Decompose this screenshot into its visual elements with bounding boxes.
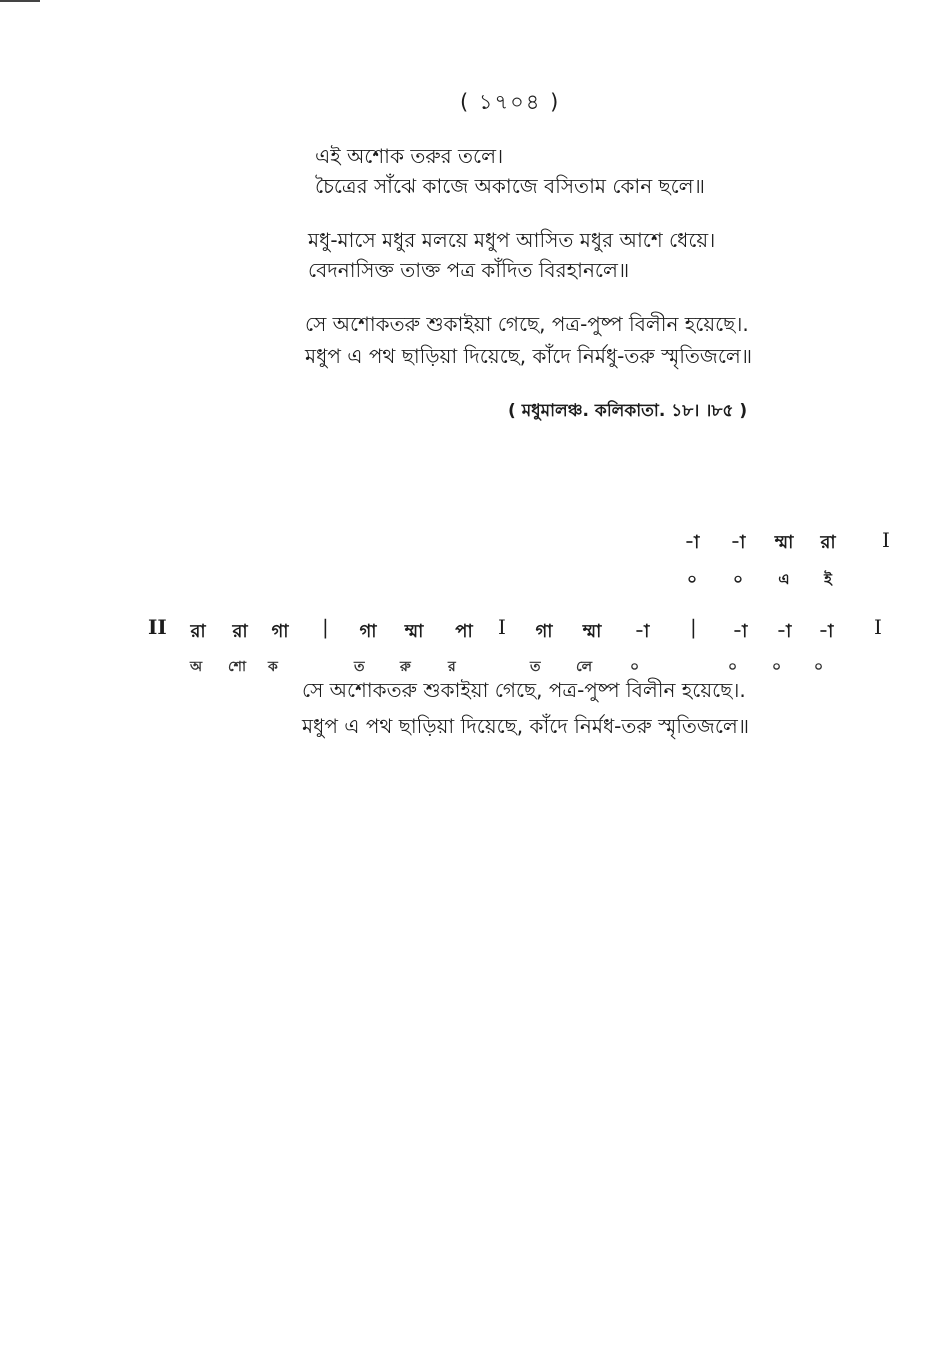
syllable-fragment: লে bbox=[576, 659, 593, 675]
syllable-fragment: র bbox=[448, 659, 456, 675]
note: গা bbox=[271, 621, 289, 642]
cut-line-wrapper bbox=[0, 712, 931, 738]
note: ম্মা bbox=[774, 532, 794, 553]
scan-edge-line bbox=[0, 0, 40, 2]
poem-line: মধু-মাসে মধুর মলয়ে মধুপ আসিত মধুর আশে ধেয়ে। bbox=[308, 228, 716, 252]
syllable-fragment: ত bbox=[354, 659, 365, 675]
poem-line: সে অশোকতরু শুকাইয়া গেছে, পত্র-পুষ্প বিলীন হয়েছে।. bbox=[302, 678, 746, 702]
syllable-fragment: ০ bbox=[814, 659, 824, 675]
syllable-fragment: ০ bbox=[630, 659, 640, 675]
syllable: ০ bbox=[733, 570, 743, 588]
syllable: ই bbox=[824, 570, 832, 588]
note: রা bbox=[190, 621, 206, 642]
note: -া bbox=[634, 621, 650, 642]
page-number: ( ১৭০৪ ) bbox=[460, 90, 561, 114]
syllable-fragment: অ bbox=[190, 659, 203, 675]
syllable: এ bbox=[778, 570, 790, 588]
note: -া bbox=[730, 532, 746, 553]
bar-line: I bbox=[874, 615, 882, 639]
poem-line: মধুপ এ পথ ছাড়িয়া দিয়েছে, কাঁদে নির্মধু-তরু স্মৃতিজলে॥ bbox=[305, 344, 753, 368]
note: পা bbox=[455, 621, 473, 642]
note: ম্মা bbox=[582, 621, 602, 642]
bar-line: I bbox=[882, 528, 890, 552]
syllable-fragment: ক bbox=[268, 659, 278, 675]
poem-line: চৈত্রের সাঁঝে কাজে অকাজে বসিতাম কোন ছলে॥ bbox=[315, 174, 705, 198]
poem-line: এই অশোক তরুর তলে। bbox=[315, 144, 504, 168]
syllable-row-cut bbox=[0, 655, 931, 675]
bar-line: I bbox=[498, 615, 506, 639]
syllable-fragment: ০ bbox=[772, 659, 782, 675]
note: গা bbox=[535, 621, 553, 642]
note: রা bbox=[232, 621, 248, 642]
poem-line: বেদনাসিক্ত তাক্ত পত্র কাঁদিত বিরহানলে॥ bbox=[308, 258, 630, 282]
bar-line: | bbox=[322, 615, 329, 639]
poem-line: সে অশোকতরু শুকাইয়া গেছে, পত্র-পুষ্প বিলীন হয়েছে।. bbox=[305, 312, 749, 336]
syllable-fragment: রু bbox=[400, 659, 411, 675]
syllable-fragment: ০ bbox=[728, 659, 738, 675]
note: -া bbox=[684, 532, 700, 553]
note: ম্মা bbox=[404, 621, 424, 642]
poem-line: মধুপ এ পথ ছাড়িয়া দিয়েছে, কাঁদে নির্মধ-তরু স্মৃতিজলে॥ bbox=[302, 714, 750, 738]
note: রা bbox=[820, 532, 836, 553]
note: গা bbox=[359, 621, 377, 642]
note: -া bbox=[732, 621, 748, 642]
syllable: ০ bbox=[687, 570, 697, 588]
syllable-fragment: শো bbox=[228, 659, 247, 675]
syllable-fragment: ত bbox=[530, 659, 541, 675]
bar-line: | bbox=[690, 615, 697, 639]
attribution: ( মধুমালঞ্চ. কলিকাতা. ১৮। ।৮৫ ) bbox=[508, 401, 748, 421]
double-bar-line: II bbox=[148, 615, 167, 639]
note: -া bbox=[776, 621, 792, 642]
note: -া bbox=[818, 621, 834, 642]
